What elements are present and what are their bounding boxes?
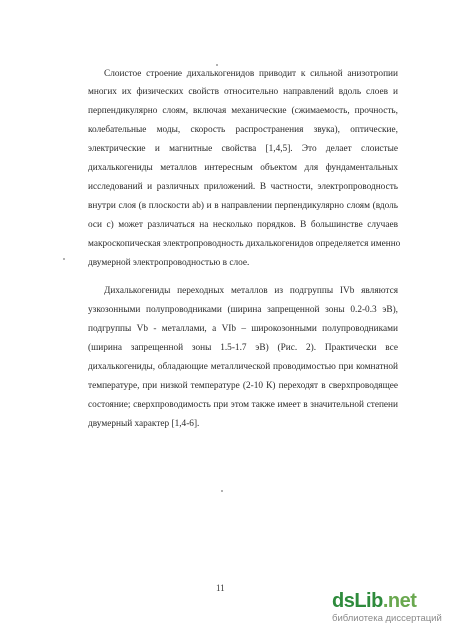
paragraph-2-line-7: состояние; сверхпроводимость при этом также имеет в значительной степени xyxy=(88,400,398,410)
paragraph-1-line-5: электрические и магнитные свойства [1,4,5]. Это делает слоистые xyxy=(88,144,398,154)
paragraph-2-line-6: температуре, при низкой температуре (2-10 К) переходят в сверхпроводящее xyxy=(88,381,398,391)
paragraph-2-line-2: узкозонными полупроводниками (ширина запрещенной зоны 0.2-0.3 эВ), xyxy=(88,305,398,315)
paragraph-1-line-6: дихалькогениды металлов интересным объектом для фундаментальных xyxy=(88,163,398,173)
watermark-logo-ds: ds xyxy=(332,590,355,612)
watermark-logo[interactable] xyxy=(332,591,444,611)
watermark-caption: библиотека диссертаций xyxy=(332,613,442,624)
scan-speck xyxy=(63,258,65,260)
page-number: 11 xyxy=(216,583,225,593)
paragraph-2-line-3: подгруппы Vb - металлами, а VIb – широкозонными полупроводниками xyxy=(88,324,398,334)
paragraph-1-line-3: перпендикулярно слоям, включая механические (сжимаемость, прочность, xyxy=(88,106,398,116)
paragraph-1-line-4: колебательные моды, скорость распространения звука), оптические, xyxy=(88,125,398,135)
paragraph-1-line-11: двумерной электропроводностью в слое. xyxy=(88,258,250,268)
site-watermark[interactable] xyxy=(332,591,444,625)
watermark-logo-lib: Lib xyxy=(354,590,383,612)
paragraph-2-line-8: двумерный характер [1,4-6]. xyxy=(88,419,200,429)
scan-speck xyxy=(216,64,218,66)
paragraph-2-line-4: (ширина запрещенной зоны 1.5-1.7 эВ) (Рис. 2). Практически все xyxy=(88,343,398,353)
paragraph-1-line-1: Слоистое строение дихалькогенидов приводит к сильной анизотропии xyxy=(104,69,398,79)
paragraph-1-line-9: оси c) может различаться на несколько порядков. В большинстве случаев xyxy=(88,220,398,230)
paragraph-1-line-10: макроскопическая электропроводность дихалькогенидов определяется именно xyxy=(88,239,401,249)
paragraph-1-line-2: многих их физических свойств относительно направлений вдоль слоев и xyxy=(88,87,398,97)
paragraph-2-line-1: Дихалькогениды переходных металлов из подгруппы IVb являются xyxy=(104,286,398,296)
paragraph-2-line-5: дихалькогениды, обладающие металлической проводимостью при комнатной xyxy=(88,362,398,372)
watermark-logo-net: .net xyxy=(382,590,417,612)
paragraph-1-line-7: исследований и различных приложений. В частности, электропроводность xyxy=(88,182,398,192)
paragraph-1-line-8: внутри слоя (в плоскости ab) и в направлении перпендикулярно слоям (вдоль xyxy=(88,201,398,211)
scan-speck xyxy=(221,490,223,492)
